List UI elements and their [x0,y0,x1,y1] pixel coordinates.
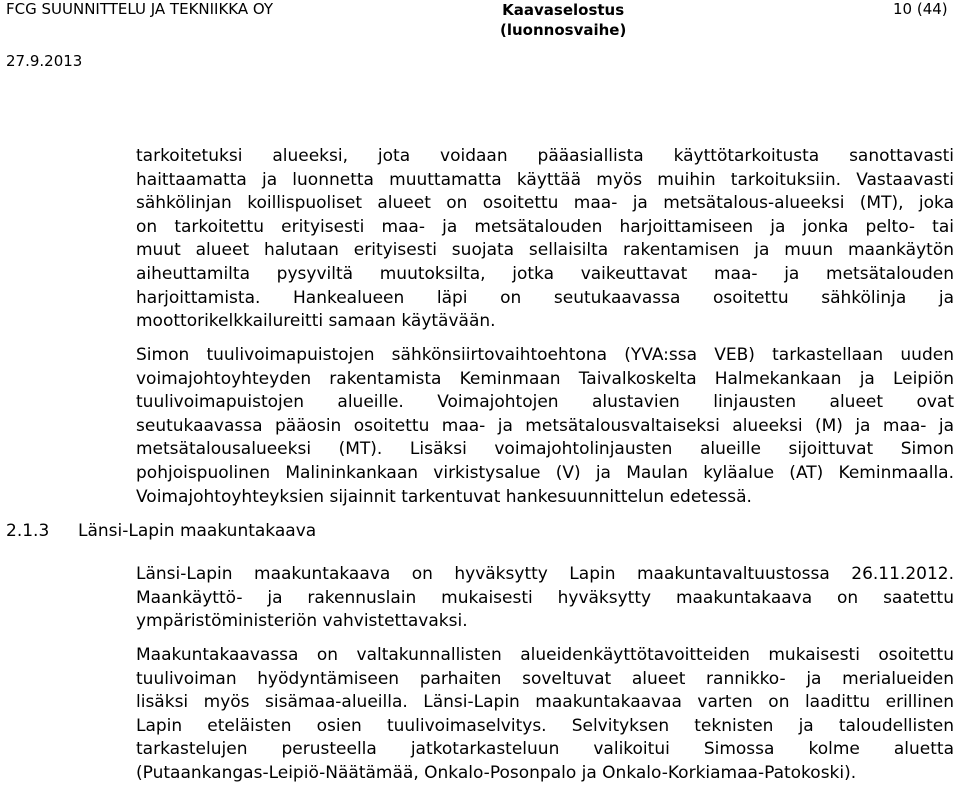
text-line: metsätalousalueeksi (MT). Lisäksi voimajohtolinjausten alueille sijoittuvat Simon [136,439,954,460]
paragraph-4 [136,644,954,786]
text-line: (Putaankangas-Leipiö-Näätämää, Onkalo-Posonpalo ja Onkalo-Korkiamaa-Patokoski). [136,762,857,783]
text-line: tarkastelujen perusteella jatkotarkasteluun valikoitui Simossa kolme aluetta [136,739,954,760]
document-title-sub: (luonnosvaihe) [500,21,627,39]
text-line: seutukaavassa pääosin osoitettu maa- ja metsätalousvaltaiseksi alueeksi (M) ja maa- ja [136,415,954,436]
text-line: aiheuttamilta pysyviltä muutoksilta, jotka vaikeuttavat maa- ja metsätalouden [136,263,954,284]
text-line: harjoittamista. Hankealueen läpi on seutukaavassa osoitettu sähkölinja ja [136,287,954,308]
paragraph-2 [136,344,954,509]
text-line: Simon tuulivoimapuistojen sähkönsiirtovaihtoehtona (YVA:ssa VEB) tarkastellaan uuden [136,345,954,365]
paragraph-1 [136,145,954,334]
text-line: tarkoitetuksi alueeksi, jota voidaan pääasiallista käyttötarkoitusta sanottavasti [136,146,954,166]
text-line: Maankäyttö- ja rakennuslain mukaisesti hyväksytty maakuntakaava on saatettu [136,587,954,608]
text-line: tuulivoiman hyödyntämiseen parhaiten soveltuvat alueet rannikko- ja merialueiden [136,668,954,689]
text-line: tuulivoimapuistojen alueille. Voimajohtojen alustavien linjausten alueet ovat [136,392,954,413]
document-title [500,0,626,40]
section-number: 2.1.3 [6,521,50,541]
text-line: sähkölinjan koillispuoliset alueet on osoitettu maa- ja metsätalous-alueeksi (MT), joka [136,193,954,214]
section-title: Länsi-Lapin maakuntakaava [78,521,317,541]
text-line: muut alueet halutaan erityisesti suojata sellaisilta rakentamisen ja muun maankäytön [136,240,954,261]
company-name: FCG SUUNNITTELU JA TEKNIIKKA OY [6,0,274,18]
text-line: haittaamatta ja luonnetta muuttamatta käyttää myös muihin tarkoituksiin. Vastaavasti [136,169,954,190]
text-line: pohjoispuolinen Malininkankaan virkistysalue (V) ja Maulan kyläalue (AT) Keminmaalla. [136,462,954,483]
text-line: ympäristöministeriön vahvistettavaksi. [136,611,468,632]
document-date: 27.9.2013 [6,52,83,70]
text-line: Maakuntakaavassa on valtakunnallisten alueidenkäyttötavoitteiden mukaisesti osoitettu [136,645,954,665]
section-heading [6,521,316,541]
paragraph-3 [136,563,954,634]
text-line: Voimajohtoyhteyksien sijainnit tarkentuvat hankesuunnittelun edetessä. [136,486,752,507]
text-line: voimajohtoyhteyden rakentamista Keminmaan Taivalkoskelta Halmekankaan ja Leipiön [136,368,954,389]
page-number: 10 (44) [893,0,948,18]
text-line: moottorikelkkailureitti samaan käytävään. [136,311,496,332]
text-line: lisäksi myös sisämaa-alueilla. Länsi-Lapin maakuntakaavaa varten on laadittu erillinen [136,692,954,713]
text-line: Lapin eteläisten osien tuulivoimaselvitys. Selvityksen teknisten ja taloudellisten [136,715,954,736]
text-line: Länsi-Lapin maakuntakaava on hyväksytty Lapin maakuntavaltuustossa 26.11.2012. [136,564,954,584]
document-title-main: Kaavaselostus [502,1,625,19]
text-line: on tarkoitettu erityisesti maa- ja metsätalouden harjoittamiseen ja jonka pelto- tai [136,216,954,237]
